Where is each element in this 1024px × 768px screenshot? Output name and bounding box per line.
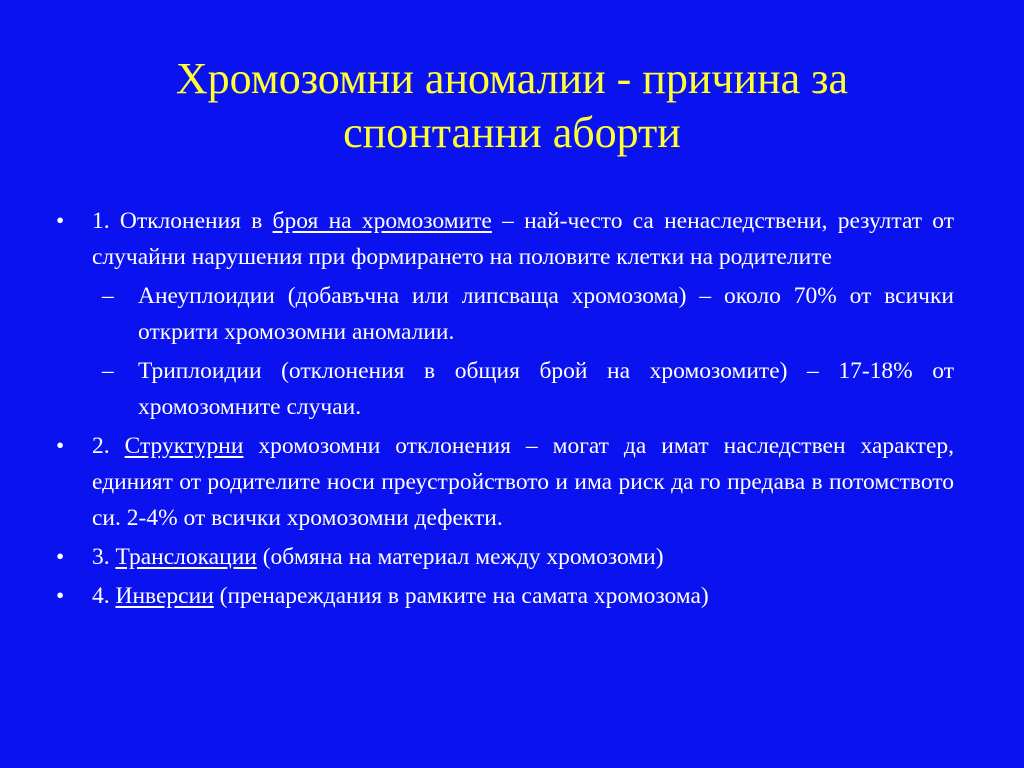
slide-title xyxy=(60,52,964,160)
item-text: 4. xyxy=(92,583,116,609)
item-text: 1. Отклонения в xyxy=(92,208,273,234)
item-link[interactable]: броя на хромозомите xyxy=(272,208,492,234)
item-text: Анеуплоидии (добавъчна или липсваща хромозома) – около 70% от всички открити хромозомни аномалии. xyxy=(138,283,954,345)
list-item xyxy=(56,539,954,575)
item-link[interactable]: Инверсии xyxy=(115,583,214,609)
list-item xyxy=(56,428,954,536)
bullet-icon: • xyxy=(56,208,65,234)
item-text: (обмяна на материал между хромозоми) xyxy=(256,544,664,570)
dash-icon: – xyxy=(102,358,114,384)
list-item xyxy=(56,203,954,275)
bullet-icon: • xyxy=(56,433,65,459)
item-text: 3. xyxy=(92,544,116,570)
bullet-list xyxy=(56,203,954,617)
item-text: (пренареждания в рамките на самата хромозома) xyxy=(213,583,709,609)
sub-list-item xyxy=(56,353,954,425)
slide-title-line1: Хромозомни аномалии - причина за xyxy=(175,54,849,103)
item-text: Триплоидии (отклонения в общия брой на хромозомите) – 17-18% от хромозомните случаи. xyxy=(138,358,954,420)
item-link[interactable]: Транслокации xyxy=(115,544,257,570)
dash-icon: – xyxy=(102,283,114,309)
slide-title-line2: спонтанни аборти xyxy=(343,108,681,157)
item-link[interactable]: Структурни xyxy=(124,433,244,459)
bullet-icon: • xyxy=(56,544,65,570)
bullet-icon: • xyxy=(56,583,65,609)
list-item xyxy=(56,578,954,614)
item-text: 2. xyxy=(92,433,125,459)
item-text: – най-често са ненаследствени, резултат от случайни нарушения при формирането на половите клетки на родителите xyxy=(92,208,955,270)
item-text: хромозомни отклонения – могат да имат наследствен характер, единият от родителите носи преустройството и има риск да го предава в потомството си. 2-4% от всички хромозомни дефекти. xyxy=(92,433,954,531)
sub-list-item xyxy=(56,278,954,350)
